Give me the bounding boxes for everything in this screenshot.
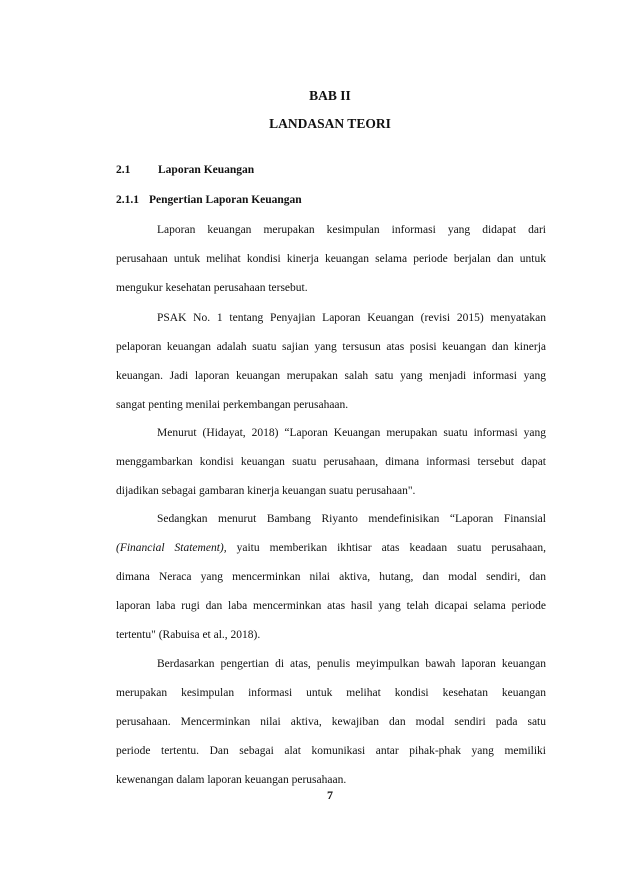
chapter-title: LANDASAN TEORI	[269, 116, 391, 131]
paragraph-line-text: yaitu memberikan ikhtisar atas keadaan suatu perusahaan,	[226, 542, 546, 554]
paragraph-line: kewenangan dalam laporan keuangan perusahaan.	[116, 774, 347, 786]
paragraph-line: laporan laba rugi dan laba mencerminkan atas hasil yang telah dicapai selama periode	[116, 600, 546, 612]
paragraph-1	[116, 221, 546, 308]
section-number: 2.1	[116, 164, 131, 176]
paragraph-line: Sedangkan menurut Bambang Riyanto mendefinisikan “Laporan Finansial	[157, 513, 546, 525]
paragraph-line: keuangan. Jadi laporan keuangan merupakan salah satu yang menjadi informasi yang	[116, 370, 546, 382]
paragraph-line: pelaporan keuangan adalah suatu sajian yang tersusun atas posisi keuangan dan kinerja	[116, 341, 546, 353]
paragraph-4	[116, 510, 546, 655]
paragraph-line: Menurut (Hidayat, 2018) “Laporan Keuangan merupakan suatu informasi yang	[157, 427, 546, 439]
paragraph-line: mengukur kesehatan perusahaan tersebut.	[116, 282, 308, 294]
paragraph-3	[116, 424, 546, 511]
paragraph-line: perusahaan. Mencerminkan nilai aktiva, kewajiban dan modal sendiri pada satu	[116, 716, 546, 728]
paragraph-line: Berdasarkan pengertian di atas, penulis meyimpulkan bawah laporan keuangan	[157, 658, 546, 670]
chapter-label: BAB II	[309, 88, 351, 103]
section-title: Laporan Keuangan	[158, 164, 255, 176]
subsection-heading	[116, 194, 302, 206]
paragraph-line: perusahaan untuk melihat kondisi kinerja keuangan selama periode berjalan dan untuk	[116, 253, 546, 265]
paragraph-2	[116, 309, 546, 425]
subsection-title: Pengertian Laporan Keuangan	[149, 194, 302, 206]
paragraph-5	[116, 655, 546, 800]
section-heading	[116, 164, 254, 176]
paragraph-line: periode tertentu. Dan sebagai alat komunikasi antar pihak-phak yang memiliki	[116, 745, 546, 757]
paragraph-line: sangat penting menilai perkembangan perusahaan.	[116, 399, 349, 411]
italic-term: (Financial Statement),	[116, 542, 227, 554]
page-number: 7	[327, 788, 333, 802]
paragraph-line	[116, 539, 546, 568]
paragraph-line: merupakan kesimpulan informasi untuk melihat kondisi kesehatan keuangan	[116, 687, 546, 699]
paragraph-line: dimana Neraca yang mencerminkan nilai aktiva, hutang, dan modal sendiri, dan	[116, 571, 546, 583]
paragraph-line: tertentu" (Rabuisa et al., 2018).	[116, 629, 261, 641]
paragraph-line: PSAK No. 1 tentang Penyajian Laporan Keuangan (revisi 2015) menyatakan	[157, 312, 546, 324]
paragraph-line: dijadikan sebagai gambaran kinerja keuangan suatu perusahaan".	[116, 485, 416, 497]
paragraph-line: menggambarkan kondisi keuangan suatu perusahaan, dimana informasi tersebut dapat	[116, 456, 546, 468]
subsection-number: 2.1.1	[116, 194, 139, 206]
paragraph-line: Laporan keuangan merupakan kesimpulan informasi yang didapat dari	[157, 224, 546, 236]
